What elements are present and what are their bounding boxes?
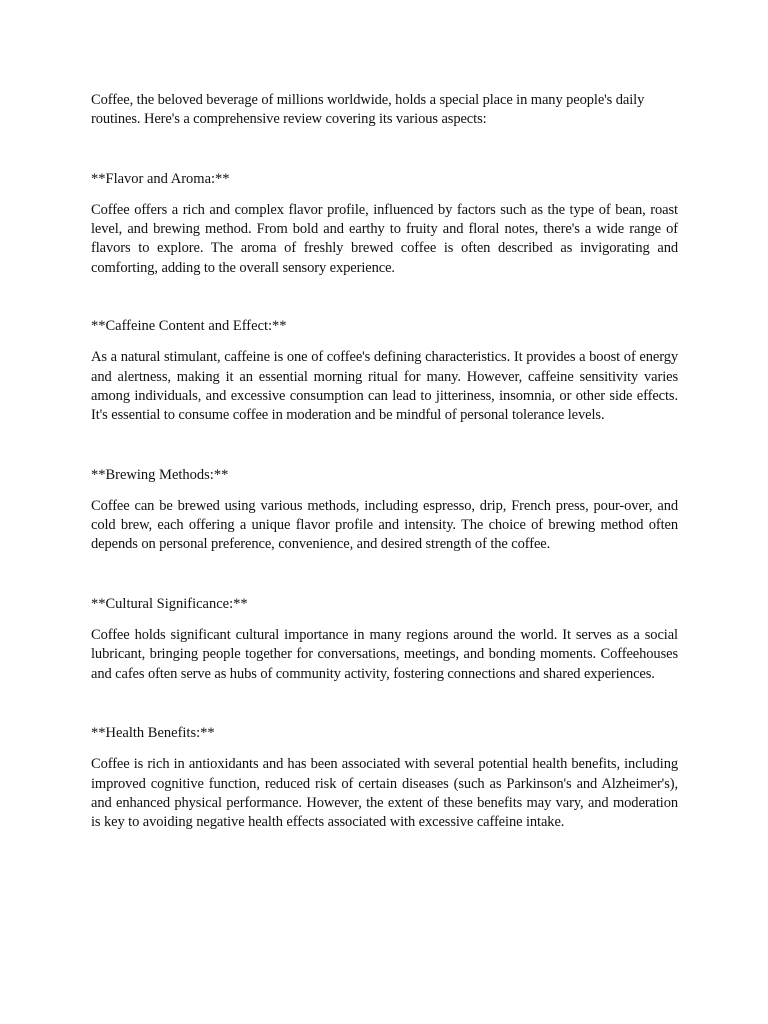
document-page: [91, 91, 678, 832]
section-health-benefits: [91, 724, 678, 832]
section-heading: **Health Benefits:**: [91, 724, 215, 741]
section-body: Coffee holds significant cultural importance in many regions around the world. It serves as a social lubricant, bringing people together for conversations, meetings, and bonding moments. Coffeehouses and cafes often serve as hubs of community activity, fostering connections and shared experiences.: [91, 627, 678, 682]
section-brewing-methods: [91, 466, 678, 555]
section-cultural-significance: [91, 595, 678, 684]
intro-paragraph: Coffee, the beloved beverage of millions worldwide, holds a special place in many people's daily routines. Here's a comprehensive review covering its various aspects:: [91, 92, 645, 128]
section-body: As a natural stimulant, caffeine is one of coffee's defining characteristics. It provides a boost of energy and alertness, making it an essential morning ritual for many. However, caffeine sensitivity varies among individuals, and excessive consumption can lead to jitteriness, insomnia, or other side effects. It's essential to consume coffee in moderation and be mindful of personal tolerance levels.: [91, 349, 678, 424]
section-heading: **Flavor and Aroma:**: [91, 170, 230, 187]
section-heading: **Brewing Methods:**: [91, 466, 229, 483]
section-body: Coffee offers a rich and complex flavor profile, influenced by factors such as the type of bean, roast level, and brewing method. From bold and earthy to fruity and floral notes, there's a wide range of flavors to explore. The aroma of freshly brewed coffee is often described as invigorating and comforting, adding to the overall sensory experience.: [91, 201, 678, 276]
section-body: Coffee can be brewed using various methods, including espresso, drip, French press, pour-over, and cold brew, each offering a unique flavor profile and intensity. The choice of brewing method often depends on personal preference, convenience, and desired strength of the coffee.: [91, 497, 678, 553]
section-heading: **Cultural Significance:**: [91, 595, 248, 612]
section-body: Coffee is rich in antioxidants and has been associated with several potential health benefits, including improved cognitive function, reduced risk of certain diseases (such as Parkinson's and Alzheimer's), and enhanced physical performance. However, the extent of these benefits may vary, and moderation is key to avoiding negative health effects associated with excessive caffeine intake.: [91, 756, 678, 831]
section-caffeine-content: [91, 317, 678, 425]
section-heading: **Caffeine Content and Effect:**: [91, 318, 287, 335]
section-flavor-and-aroma: [91, 170, 678, 278]
